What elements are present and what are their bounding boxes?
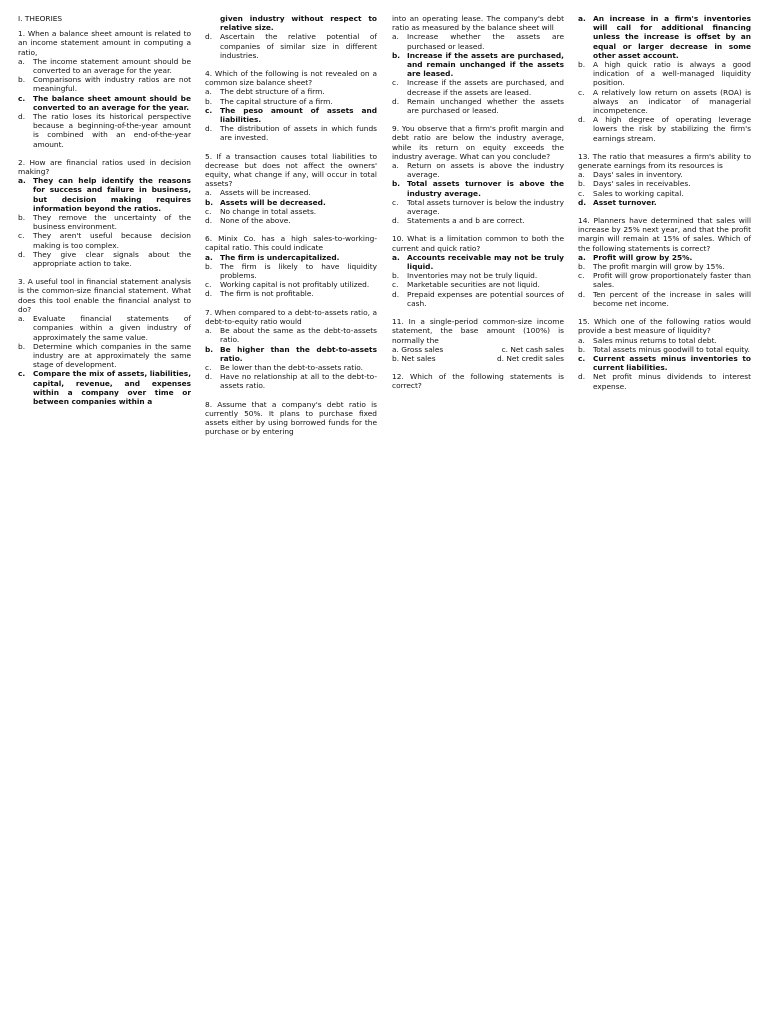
answer-option bbox=[205, 262, 377, 280]
answer-option bbox=[18, 57, 191, 75]
option-text: Remain unchanged whether the assets are purchased or leased. bbox=[407, 96, 564, 116]
option-text: The firm is not profitable. bbox=[220, 289, 314, 299]
answer-option bbox=[578, 198, 751, 207]
option-letter: b. bbox=[205, 261, 213, 271]
question-block bbox=[205, 32, 377, 60]
question-block bbox=[578, 317, 751, 391]
option-letter: b. bbox=[392, 271, 400, 281]
option-letter: d. bbox=[205, 124, 213, 134]
answer-option bbox=[392, 161, 564, 179]
question-block bbox=[205, 69, 377, 143]
answer-option bbox=[18, 213, 191, 231]
option-text: The ratio loses its historical perspective because a beginning-of-the-year amount is combined with an end-of-the-year amount. bbox=[33, 112, 191, 149]
option-letter: a. bbox=[392, 252, 400, 262]
section-title: I. THEORIES bbox=[18, 14, 63, 23]
option-text: The peso amount of assets and liabilities. bbox=[220, 105, 377, 125]
question-block bbox=[392, 317, 564, 363]
answer-option bbox=[205, 326, 377, 344]
question-stem: 12. Which of the following statements is correct? bbox=[392, 372, 564, 391]
question-block bbox=[578, 14, 751, 143]
answer-option bbox=[578, 170, 751, 179]
answer-option bbox=[205, 253, 377, 262]
question-stem: 14. Planners have determined that sales will increase by 25% next year, and that the profit margin will remain at 15% of sales. Which of the following statements is correct? bbox=[578, 216, 751, 253]
option-text: The profit margin will grow by 15%. bbox=[593, 262, 725, 272]
option-letter: c. bbox=[205, 280, 212, 290]
column-1 bbox=[18, 14, 191, 415]
option-text: Increase if the assets are purchased, and decrease if the assets are leased. bbox=[407, 78, 564, 97]
option-text: The firm is likely to have liquidity problems. bbox=[220, 261, 377, 281]
option-letter: c. bbox=[392, 78, 399, 88]
answer-option bbox=[18, 94, 191, 112]
option-letter: a. bbox=[18, 176, 26, 186]
answer-option bbox=[578, 372, 751, 390]
option-text: Increase if the assets are purchased, and remain unchanged if the assets are leased. bbox=[407, 50, 564, 79]
option-text: The distribution of assets in which funds are invested. bbox=[220, 124, 377, 143]
question-block bbox=[392, 14, 564, 115]
option-letter: d. bbox=[578, 115, 586, 125]
option-text: Sales to working capital. bbox=[593, 188, 684, 198]
column-3 bbox=[392, 14, 564, 400]
option-text: They can help identify the reasons for success and failure in business, but decision making requires information beyond the ratios. bbox=[33, 176, 191, 213]
option-letter: c. bbox=[205, 105, 213, 115]
question-stem: 7. When compared to a debt-to-assets ratio, a debt-to-equity ratio would bbox=[205, 307, 377, 326]
option-letter: c. bbox=[205, 206, 212, 216]
option-text: Days' sales in inventory. bbox=[593, 170, 683, 180]
option-letter: d. bbox=[578, 289, 586, 299]
option-text: Working capital is not profitably utilized. bbox=[220, 280, 370, 290]
option-text: They aren't useful because decision making is too complex. bbox=[33, 231, 191, 250]
answer-option bbox=[205, 124, 377, 142]
option-text: They give clear signals about the appropriate action to take. bbox=[33, 249, 191, 269]
option-text: The firm is undercapitalized. bbox=[220, 252, 340, 262]
answer-option bbox=[578, 290, 751, 308]
option-letter: a. bbox=[392, 32, 399, 42]
option-letter: a. bbox=[578, 252, 586, 262]
answer-option bbox=[578, 354, 751, 372]
option-letter: a. bbox=[205, 188, 212, 198]
option-letter: d. bbox=[392, 96, 400, 106]
question-stem: into an operating lease. The company's debt ratio as measured by the balance sheet will bbox=[392, 14, 564, 33]
answer-option bbox=[578, 253, 751, 262]
question-block bbox=[392, 372, 564, 390]
answer-option bbox=[18, 75, 191, 93]
option-letter: b. bbox=[392, 179, 401, 189]
answer-option bbox=[205, 280, 377, 289]
option-letter: b. bbox=[18, 213, 26, 223]
answer-option bbox=[578, 271, 751, 289]
option-text: Days' sales in receivables. bbox=[593, 179, 691, 189]
question-stem: 6. Minix Co. has a high sales-to-working-capital ratio. This could indicate bbox=[205, 234, 377, 253]
answer-option bbox=[205, 207, 377, 216]
option-letter: a. bbox=[578, 170, 585, 180]
answer-option bbox=[18, 369, 191, 406]
answer-option bbox=[205, 372, 377, 390]
option-letter: d. bbox=[18, 112, 26, 122]
answer-option bbox=[205, 363, 377, 372]
option-letter: b. bbox=[392, 50, 401, 60]
option-text: Compare the mix of assets, liabilities, capital, revenue, and expenses within a company over time or between companies within a bbox=[33, 369, 191, 406]
option-letter: c. bbox=[392, 197, 399, 207]
answer-option bbox=[205, 32, 377, 60]
option-text: A high quick ratio is always a good indication of a well-managed liquidity position. bbox=[593, 60, 751, 88]
answer-option bbox=[392, 290, 564, 308]
answer-option bbox=[578, 179, 751, 188]
option-letter: d. bbox=[205, 32, 213, 42]
question-stem: 3. A useful tool in financial statement analysis is the common-size financial statement. What does this tool enable the financial analyst to do? bbox=[18, 277, 191, 314]
answer-option bbox=[578, 345, 751, 354]
answer-option bbox=[18, 231, 191, 249]
option-text: No change in total assets. bbox=[220, 206, 317, 216]
option-text: b. Net sales bbox=[392, 353, 436, 363]
option-text: Have no relationship at all to the debt-to-assets ratio. bbox=[220, 372, 377, 391]
option-letter: b. bbox=[578, 60, 586, 70]
question-stem: 13. The ratio that measures a firm's ability to generate earnings from its resources is bbox=[578, 151, 751, 171]
option-letter: a. bbox=[205, 252, 213, 262]
option-letter: c. bbox=[205, 362, 212, 372]
option-letter: c. bbox=[578, 353, 586, 363]
option-text: Profit will grow proportionately faster than sales. bbox=[593, 271, 751, 290]
option-letter: d. bbox=[18, 249, 26, 259]
question-block bbox=[205, 234, 377, 298]
question-stem: 11. In a single-period common-size income statement, the base amount (100%) is normally the bbox=[392, 317, 564, 345]
option-text: d. Net credit sales bbox=[496, 353, 564, 363]
option-text: Comparisons with industry ratios are not meaningful. bbox=[33, 75, 191, 94]
option-letter: b. bbox=[205, 197, 214, 207]
answer-option bbox=[392, 198, 564, 216]
answer-option bbox=[205, 198, 377, 207]
answer-option bbox=[18, 342, 191, 370]
option-text: Ascertain the relative potential of companies of similar size in different industries. bbox=[220, 32, 377, 60]
option-text: A relatively low return on assets (ROA) is always an indicator of managerial incompetence. bbox=[593, 87, 751, 116]
option-letter: a. bbox=[578, 14, 586, 23]
option-text: The balance sheet amount should be converted to an average for the year. bbox=[33, 93, 191, 112]
option-text: Determine which companies in the same industry are at approximately the same stage of development. bbox=[33, 341, 191, 370]
answer-option bbox=[578, 336, 751, 345]
question-stem: 10. What is a limitation common to both the current and quick ratio? bbox=[392, 234, 564, 253]
option-text: Marketable securities are not liquid. bbox=[407, 280, 540, 290]
option-letter: d. bbox=[205, 289, 213, 299]
question-block bbox=[18, 158, 191, 268]
option-text: Be about the same as the debt-to-assets ratio. bbox=[220, 326, 377, 345]
question-stem: 8. Assume that a company's debt ratio is currently 50%. It plans to purchase fixed assets either by using borrowed funds for the purchase or by entering bbox=[205, 399, 377, 437]
answer-option bbox=[205, 97, 377, 106]
option-text: None of the above. bbox=[220, 216, 291, 226]
option-text: Inventories may not be truly liquid. bbox=[407, 271, 538, 281]
option-text: Accounts receivable may not be truly liquid. bbox=[407, 252, 564, 272]
answer-option bbox=[392, 271, 564, 280]
question-stem: 5. If a transaction causes total liabilities to decrease but does not affect the owners' equity, what change if any, will occur in total assets? bbox=[205, 151, 377, 189]
option-text: Sales minus returns to total debt. bbox=[593, 335, 717, 345]
answer-option bbox=[578, 189, 751, 198]
answer-option bbox=[18, 112, 191, 149]
option-letter: c. bbox=[578, 271, 585, 281]
question-block bbox=[205, 308, 377, 391]
question-stem: 4. Which of the following is not revealed on a common size balance sheet? bbox=[205, 69, 377, 88]
column-2 bbox=[205, 14, 377, 445]
option-letter: c. bbox=[578, 188, 585, 198]
answer-option bbox=[18, 250, 191, 268]
option-letter: c. bbox=[18, 369, 26, 379]
option-letter: b. bbox=[205, 344, 214, 354]
option-letter: b. bbox=[18, 341, 26, 351]
option-text: Current assets minus inventories to current liabilities. bbox=[593, 353, 751, 373]
answer-option bbox=[205, 216, 377, 225]
answer-option bbox=[205, 345, 377, 363]
answer-option bbox=[392, 280, 564, 289]
answer-option bbox=[18, 176, 191, 213]
question-stem: 15. Which one of the following ratios would provide a best measure of liquidity? bbox=[578, 317, 751, 336]
option-letter: d. bbox=[392, 289, 400, 299]
option-letter: d. bbox=[392, 216, 400, 226]
option-text: Evaluate financial statements of companies within a given industry of approximately the same value. bbox=[33, 314, 191, 342]
option-letter: c. bbox=[18, 231, 25, 241]
option-text: Net profit minus dividends to interest expense. bbox=[593, 372, 751, 391]
answer-option bbox=[392, 253, 564, 271]
option-text: Profit will grow by 25%. bbox=[593, 252, 693, 262]
option-letter: b. bbox=[578, 179, 586, 189]
question-stem: 2. How are financial ratios used in decision making? bbox=[18, 157, 191, 177]
option-continuation: given industry without respect to relative size. bbox=[220, 14, 377, 33]
answer-option bbox=[392, 216, 564, 225]
answer-option bbox=[205, 87, 377, 96]
answer-option bbox=[578, 14, 751, 60]
option-text: The income statement amount should be converted to an average for the year. bbox=[33, 56, 191, 76]
question-block bbox=[578, 152, 751, 207]
answer-option bbox=[392, 51, 564, 79]
answer-option-row bbox=[392, 354, 564, 363]
option-text: Total assets turnover is above the industry average. bbox=[407, 179, 564, 198]
option-letter: a. bbox=[18, 56, 25, 66]
option-text: Ten percent of the increase in sales will become net income. bbox=[593, 289, 751, 308]
option-letter: d. bbox=[205, 372, 213, 382]
answer-option bbox=[578, 88, 751, 116]
option-text: Prepaid expenses are potential sources of cash. bbox=[407, 289, 564, 308]
answer-option bbox=[392, 78, 564, 96]
option-letter: b. bbox=[578, 262, 586, 272]
option-text: They remove the uncertainty of the business environment. bbox=[33, 213, 191, 232]
option-text: A high degree of operating leverage lowers the risk by stabilizing the firm's earnings stream. bbox=[593, 115, 751, 143]
option-letter: a. bbox=[205, 87, 212, 97]
option-letter: a. bbox=[578, 335, 585, 345]
question-block bbox=[18, 29, 191, 149]
answer-option bbox=[205, 106, 377, 124]
question-stem: 1. When a balance sheet amount is related to an income statement amount in computing a ratio, bbox=[18, 29, 191, 57]
option-letter: d. bbox=[578, 197, 587, 207]
answer-option bbox=[18, 314, 191, 342]
answer-option bbox=[205, 188, 377, 197]
answer-option bbox=[578, 115, 751, 143]
option-text: Assets will be increased. bbox=[220, 188, 311, 198]
question-block bbox=[392, 234, 564, 308]
option-letter: c. bbox=[392, 280, 399, 290]
option-letter: b. bbox=[205, 96, 213, 106]
question-block bbox=[578, 216, 751, 308]
option-text: The debt structure of a firm. bbox=[220, 87, 325, 97]
option-letter: d. bbox=[205, 216, 213, 226]
option-text: c. Net cash sales bbox=[501, 344, 564, 354]
question-stem: 9. You observe that a firm's profit margin and debt ratio are below the industry average, while its return on equity exceeds the industry average. What can you conclude? bbox=[392, 124, 564, 161]
option-letter: b. bbox=[18, 75, 26, 85]
option-letter: d. bbox=[578, 372, 586, 382]
option-letter: c. bbox=[18, 93, 26, 103]
option-text: Increase whether the assets are purchased or leased. bbox=[407, 32, 564, 51]
answer-option bbox=[205, 289, 377, 298]
option-text: The capital structure of a firm. bbox=[220, 96, 333, 106]
option-text: Assets will be decreased. bbox=[220, 197, 326, 207]
answer-option bbox=[578, 60, 751, 88]
column-4 bbox=[578, 14, 751, 400]
question-block bbox=[205, 152, 377, 226]
option-text: Total assets turnover is below the industry average. bbox=[407, 197, 564, 217]
question-block bbox=[18, 277, 191, 406]
answer-option bbox=[392, 97, 564, 115]
option-letter: a. bbox=[18, 314, 25, 324]
question-block bbox=[205, 400, 377, 437]
option-text: Asset turnover. bbox=[593, 197, 657, 207]
option-letter: a. bbox=[205, 326, 212, 336]
answer-option bbox=[392, 179, 564, 197]
option-text: Total assets minus goodwill to total equity. bbox=[593, 344, 750, 354]
option-text: Be higher than the debt-to-assets ratio. bbox=[220, 344, 377, 363]
option-text: Statements a and b are correct. bbox=[407, 216, 525, 226]
option-text: a. Gross sales bbox=[392, 344, 444, 354]
option-text: Return on assets is above the industry average. bbox=[407, 161, 564, 180]
answer-option bbox=[392, 32, 564, 50]
option-text: An increase in a firm's inventories will call for additional financing unless the increase is offset by an equal or larger decrease in some other asset account. bbox=[593, 14, 751, 60]
answer-option-row bbox=[392, 345, 564, 354]
option-letter: b. bbox=[578, 344, 586, 354]
option-letter: a. bbox=[392, 161, 399, 171]
answer-option bbox=[578, 262, 751, 271]
question-block bbox=[392, 124, 564, 225]
option-text: Be lower than the debt-to-assets ratio. bbox=[220, 362, 363, 372]
option-letter: c. bbox=[578, 87, 585, 97]
